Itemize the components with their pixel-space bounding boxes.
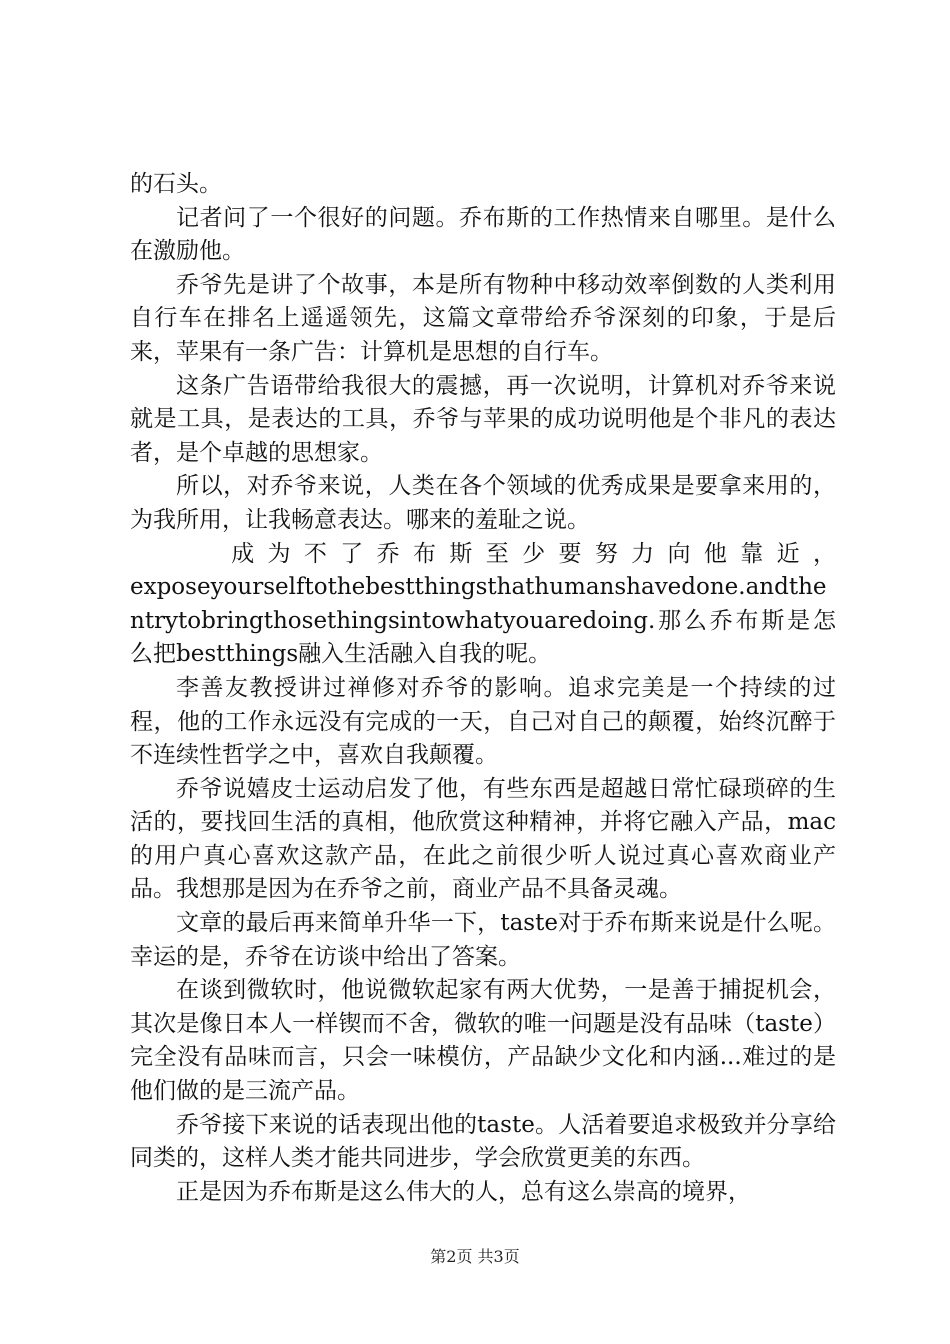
paragraph: 乔爷接下来说的话表现出他的taste。人活着要追求极致并分享给同类的，这样人类才能共同进步，学会欣赏更美的东西。 xyxy=(130,1111,836,1172)
paragraph: 这条广告语带给我很大的震撼，再一次说明，计算机对乔爷来说就是工具，是表达的工具，乔爷与苹果的成功说明他是个非凡的表达者，是个卓越的思想家。 xyxy=(130,372,836,466)
paragraph: 在谈到微软时，他说微软起家有两大优势，一是善于捕捉机会，其次是像日本人一样锲而不舍，微软的唯一问题是没有品味（taste）完全没有品味而言，只会一味模仿，产品缺少文化和内涵...难过的是他们做的是三流产品。 xyxy=(130,977,836,1105)
paragraph: 成为不了乔布斯至少要努力向他靠近， xyxy=(231,540,836,567)
paragraph: 正是因为乔布斯是这么伟大的人，总有这么崇高的境界， xyxy=(176,1178,751,1205)
paragraph: 的石头。 xyxy=(130,171,222,197)
page-footer xyxy=(0,1244,950,1267)
paragraph: 所以，对乔爷来说，人类在各个领域的优秀成果是要拿来用的，为我所用，让我畅意表达。哪来的羞耻之说。 xyxy=(130,473,836,533)
paragraph: 记者问了一个很好的问题。乔布斯的工作热情来自哪里。是什么在激励他。 xyxy=(130,204,836,265)
paragraph: 乔爷先是讲了个故事，本是所有物种中移动效率倒数的人类利用自行车在排名上遥遥领先，这篇文章带给乔爷深刻的印象，于是后来，苹果有一条广告：计算机是思想的自行车。 xyxy=(130,271,836,365)
page-number-label: 第2页 共3页 xyxy=(430,1247,520,1266)
paragraph: 文章的最后再来简单升华一下，taste对于乔布斯来说是什么呢。幸运的是，乔爷在访谈中给出了答案。 xyxy=(130,910,836,970)
document-body xyxy=(130,168,836,1209)
paragraph: exposeyourselftothebestthingsthathumanshavedone.andthentrytobringthosethingsintowhatyouaredoing.那么乔布斯是怎么把bestthings融入生活融入自我的呢。 xyxy=(130,574,836,668)
paragraph: 李善友教授讲过禅修对乔爷的影响。追求完美是一个持续的过程，他的工作永远没有完成的一天，自己对自己的颠覆，始终沉醉于不连续性哲学之中，喜欢自我颠覆。 xyxy=(130,674,836,769)
paragraph: 乔爷说嬉皮士运动启发了他，有些东西是超越日常忙碌琐碎的生活的，要找回生活的真相，他欣赏这种精神，并将它融入产品，mac的用户真心喜欢这款产品，在此之前很少听人说过真心喜欢商业产品。我想那是因为在乔爷之前，商业产品不具备灵魂。 xyxy=(130,775,836,903)
